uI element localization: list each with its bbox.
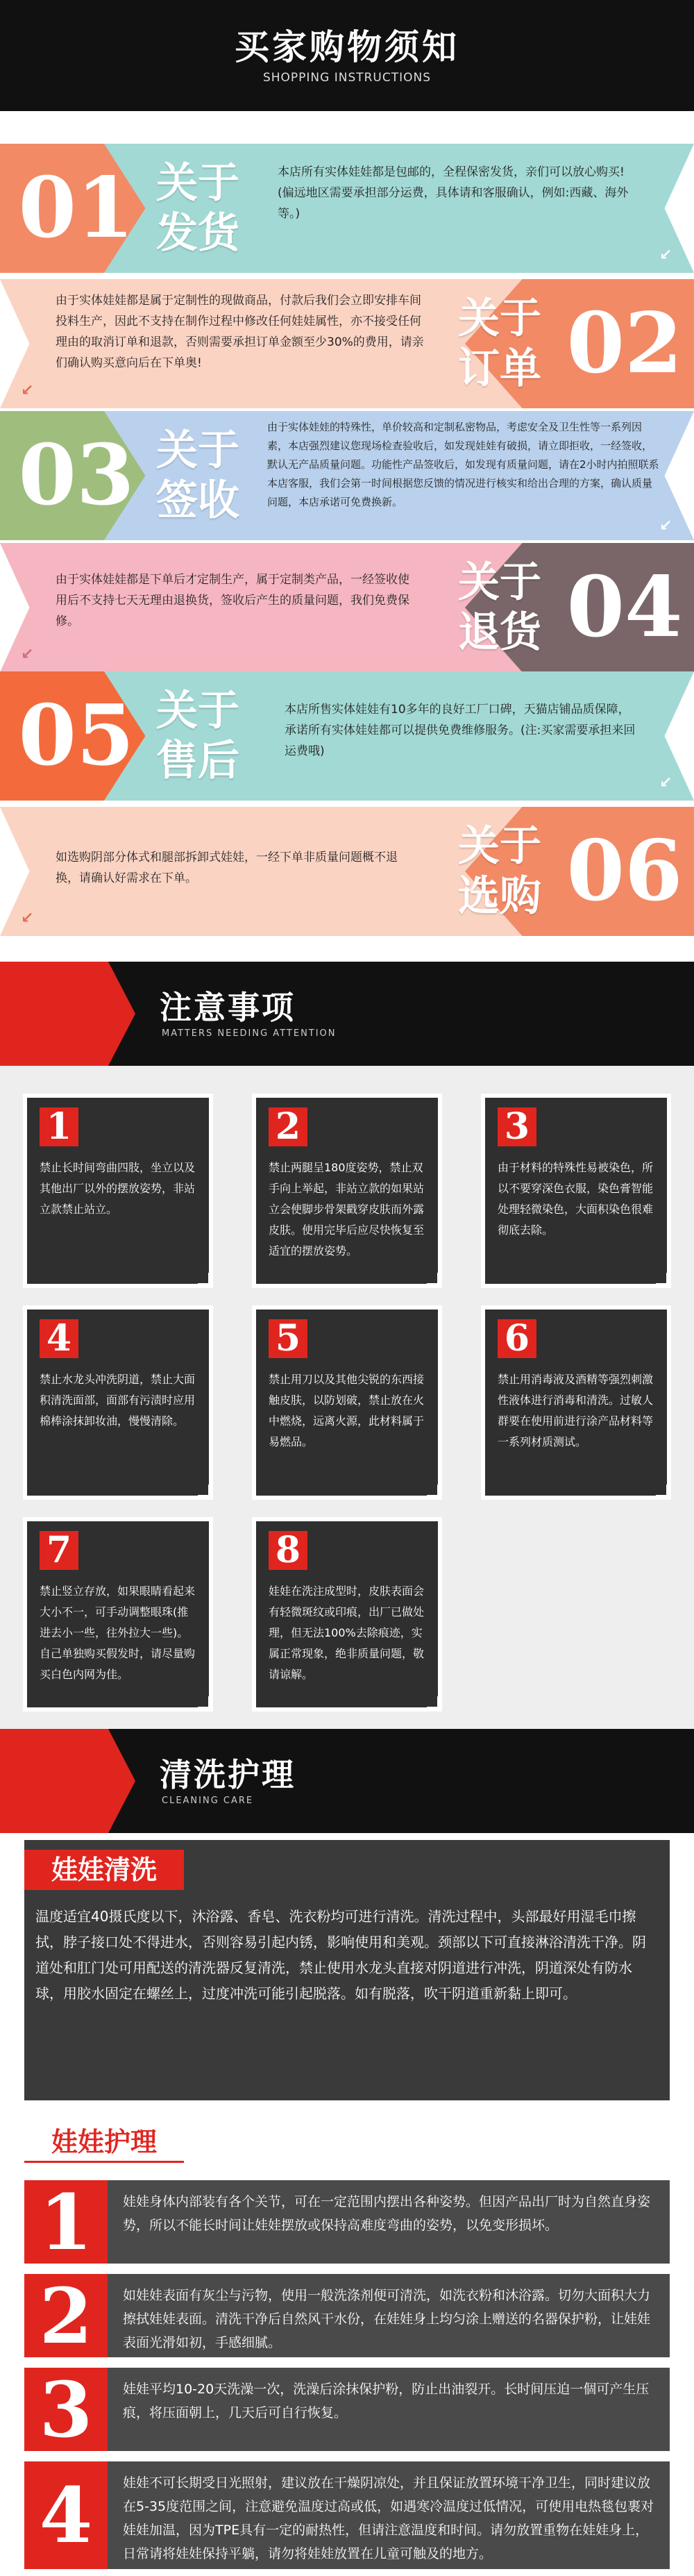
attention-card — [252, 1094, 442, 1288]
rule-text: 由于实体娃娃的特殊性，单价较高和定制私密物品，考虑安全及卫生性等一系列因素，本店强烈建议您现场检查验收后，如发现娃娃有破损，请立即拒收，一经签收，默认无产品质量问题。功能性产品签收后，如发现有质量问题，请在2小时内拍照联系本店客服，我们会第一时间根据您反馈的情况进行核实和给出合理的方案，确认质量问题，本店承诺可免费换新。 — [267, 421, 659, 508]
card-number: 1 — [40, 1107, 78, 1146]
rule-text: 由于实体娃娃都是属于定制性的现做商品，付款后我们会立即安排车间投料生产，因此不支持在制作过程中修改任何娃娃属性，亦不接受任何理由的取消订单和退款，否则需要承担订单金额至少30%的费用，请亲们确认购买意向后在下单奥! — [56, 294, 424, 370]
care-item — [24, 2270, 670, 2361]
care-text: 娃娃不可长期受日光照射，建议放在干燥阴凉处，并且保证放置环境干净卫生，同时建议放在5-35度范围之间，注意避免温度过高或低，如遇寒冷温度过低情况，可使用电热毯包裹对娃娃加温，因为TPE具有一定的耐热性，但请注意温度和时间。请勿放置重物在娃娃身上，日常请将娃娃保持平躺，请勿将娃娃放置在儿童可触及的地方。 — [123, 2475, 654, 2561]
rule-number: 01 — [18, 159, 135, 257]
care-text: 娃娃身体内部装有各个关节，可在一定范围内摆出各种姿势。但因产品出厂时为自然直身姿势，所以不能长时间让娃娃摆放或保持高难度弯曲的姿势，以免变形损坏。 — [123, 2194, 651, 2233]
rule-text: 由于实体娃娃都是下单后才定制生产，属于定制类产品，一经签收使用后不支持七天无理由退换货，签收后产生的质量问题，我们免费保修。 — [56, 573, 409, 628]
section-title: 清洗护理 — [160, 1756, 296, 1793]
cleaning-section-header — [0, 1729, 694, 1833]
corner-arrow-icon: ↙ — [21, 910, 34, 927]
rule-text: 如选购阴部分体式和腿部拆卸式娃娃，一经下单非质量问题概不退换，请确认好需求在下单。 — [56, 851, 398, 885]
corner-arrow-icon: ↙ — [659, 517, 672, 535]
page-subtitle: SHOPPING INSTRUCTIONS — [262, 71, 432, 85]
section-subtitle: MATTERS NEEDING ATTENTION — [162, 1028, 337, 1039]
rule-order — [0, 271, 694, 417]
page-header — [0, 0, 694, 111]
rule-text: 本店所售实体娃娃有10多年的良好工厂口碑，天猫店铺品质保障，承诺所有实体娃娃都可以提供免费维修服务。(注:买家需要承担来回运费哦) — [285, 703, 636, 758]
attention-card — [23, 1517, 213, 1712]
section-title: 注意事项 — [160, 989, 296, 1026]
rule-number: 03 — [18, 426, 135, 524]
card-number: 3 — [498, 1107, 536, 1146]
rule-shipping — [0, 135, 694, 281]
corner-hook-icon — [198, 1273, 210, 1285]
corner-arrow-icon: ↙ — [659, 774, 672, 792]
care-item — [24, 2177, 670, 2267]
care-text: 如娃娃表面有灰尘与污物，使用一般洗涤剂便可清洗，如洗衣粉和沐浴露。切勿大面积大力擦拭娃娃表面。清洗干净后自然风干水份，在娃娃身上均匀涂上赠送的名器保护粉，让娃娃表面光滑如初，手感细腻。 — [123, 2288, 651, 2350]
care-number: 2 — [24, 2274, 108, 2357]
attention-grid — [0, 1066, 694, 1771]
corner-hook-icon — [427, 1484, 439, 1497]
rule-number: 04 — [566, 558, 683, 656]
care-label: 娃娃护理 — [24, 2121, 184, 2163]
corner-arrow-icon: ↙ — [21, 646, 34, 663]
attention-card — [481, 1305, 671, 1500]
care-number: 1 — [24, 2180, 108, 2264]
corner-arrow-icon: ↙ — [21, 382, 34, 399]
card-text: 禁止用消毒液及酒精等强烈刺激性液体进行消毒和清洗。过敏人群要在使用前进行涂产品材料等一系列材质测试。 — [498, 1373, 654, 1448]
card-number: 6 — [498, 1319, 536, 1358]
care-item — [24, 2364, 670, 2454]
corner-hook-icon — [198, 1696, 210, 1709]
attention-card — [23, 1305, 213, 1500]
wash-panel — [24, 1840, 670, 2100]
card-text: 娃娃在洗注成型时，皮肤表面会有轻微斑纹或印痕，出厂已做处理，但无法100%去除痕迹，实属正常现象，绝非质量问题，敬请谅解。 — [269, 1584, 425, 1681]
attention-card — [481, 1094, 671, 1288]
card-text: 禁止长时间弯曲四肢，坐立以及其他出厂以外的摆放姿势，非站立款禁止站立。 — [40, 1161, 196, 1216]
care-number: 4 — [24, 2461, 108, 2569]
corner-hook-icon — [427, 1696, 439, 1709]
corner-hook-icon — [198, 1484, 210, 1497]
card-number: 7 — [40, 1531, 78, 1570]
corner-hook-icon — [427, 1273, 439, 1285]
card-number: 4 — [40, 1319, 78, 1358]
rule-title: 关于 售后 — [156, 687, 239, 785]
rule-aftersales — [0, 663, 694, 809]
attention-card — [252, 1305, 442, 1500]
attention-section-header — [0, 962, 694, 1066]
rule-title: 关于 签收 — [156, 426, 239, 525]
rule-return — [0, 535, 694, 680]
attention-card — [252, 1517, 442, 1712]
wash-text: 温度适宜40摄氏度以下，沐浴露、香皂、洗衣粉均可进行清洗。清洗过程中，头部最好用湿毛巾擦拭，脖子接口处不得进水，否则容易引起内锈，影响使用和美观。颈部以下可直接淋浴清洗干净。阴道处和肛门处可用配送的清洗器反复清洗，禁止使用水龙头直接对阴道进行冲洗，阴道深处有防水球，用胶水固定在螺丝上，过度冲洗可能引起脱落。如有脱落，吹干阴道重新黏上即可。 — [35, 1908, 646, 2002]
card-number: 5 — [269, 1319, 307, 1358]
card-text: 禁止两腿呈180度姿势，禁止双手向上举起，非站立款的如果站立会使脚步骨架戳穿皮肤而外露皮肤。使用完毕后应尽快恢复至适宜的摆放姿势。 — [269, 1161, 425, 1257]
rule-number: 05 — [18, 687, 135, 785]
rule-text: 本店所有实体娃娃都是包邮的，全程保密发货，亲们可以放心购买!(偏远地区需要承担部分运费，具体请和客服确认，例如:西藏、海外等。) — [278, 165, 629, 221]
wash-label: 娃娃清洗 — [24, 1850, 184, 1890]
page-title: 买家购物须知 — [235, 27, 459, 67]
section-subtitle: CLEANING CARE — [162, 1796, 254, 1806]
card-number: 2 — [269, 1107, 307, 1146]
card-text: 由于材料的特殊性易被染色，所以不要穿深色衣服，染色膏智能处理轻微染色，大面积染色很难彻底去除。 — [498, 1161, 654, 1237]
rule-title: 关于 订单 — [458, 294, 541, 393]
rule-number: 02 — [566, 294, 683, 392]
corner-arrow-icon: ↙ — [659, 246, 672, 264]
rule-title: 关于 退货 — [458, 558, 541, 657]
rule-title: 关于 发货 — [156, 159, 239, 258]
card-text: 禁止竖立存放，如果眼睛看起来大小不一，可手动调整眼珠(推进去小一些，往外拉大一些)。自己单独购买假发时，请尽量购买白色内网为佳。 — [40, 1584, 196, 1681]
corner-hook-icon — [656, 1484, 668, 1497]
rule-title: 关于 选购 — [458, 822, 541, 921]
rule-number: 06 — [566, 822, 683, 920]
card-number: 8 — [269, 1531, 307, 1570]
rule-signing — [0, 403, 694, 549]
card-text: 禁止用刀以及其他尖锐的东西接触皮肤，以防划破，禁止放在火中燃烧，远离火源，此材料属于易燃品。 — [269, 1373, 425, 1448]
corner-hook-icon — [656, 1273, 668, 1285]
card-text: 禁止水龙头冲洗阴道，禁止大面积清洗面部，面部有污渍时应用棉棒涂抹卸妆油，慢慢清除。 — [40, 1373, 196, 1428]
rule-purchase — [0, 798, 694, 944]
care-item — [24, 2461, 670, 2569]
care-number: 3 — [24, 2368, 108, 2451]
attention-card — [23, 1094, 213, 1288]
care-text: 娃娃平均10-20天洗澡一次，洗澡后涂抹保护粉，防止出油裂开。长时间压迫一個可产生压痕，将压面朝上，几天后可自行恢复。 — [123, 2382, 650, 2420]
